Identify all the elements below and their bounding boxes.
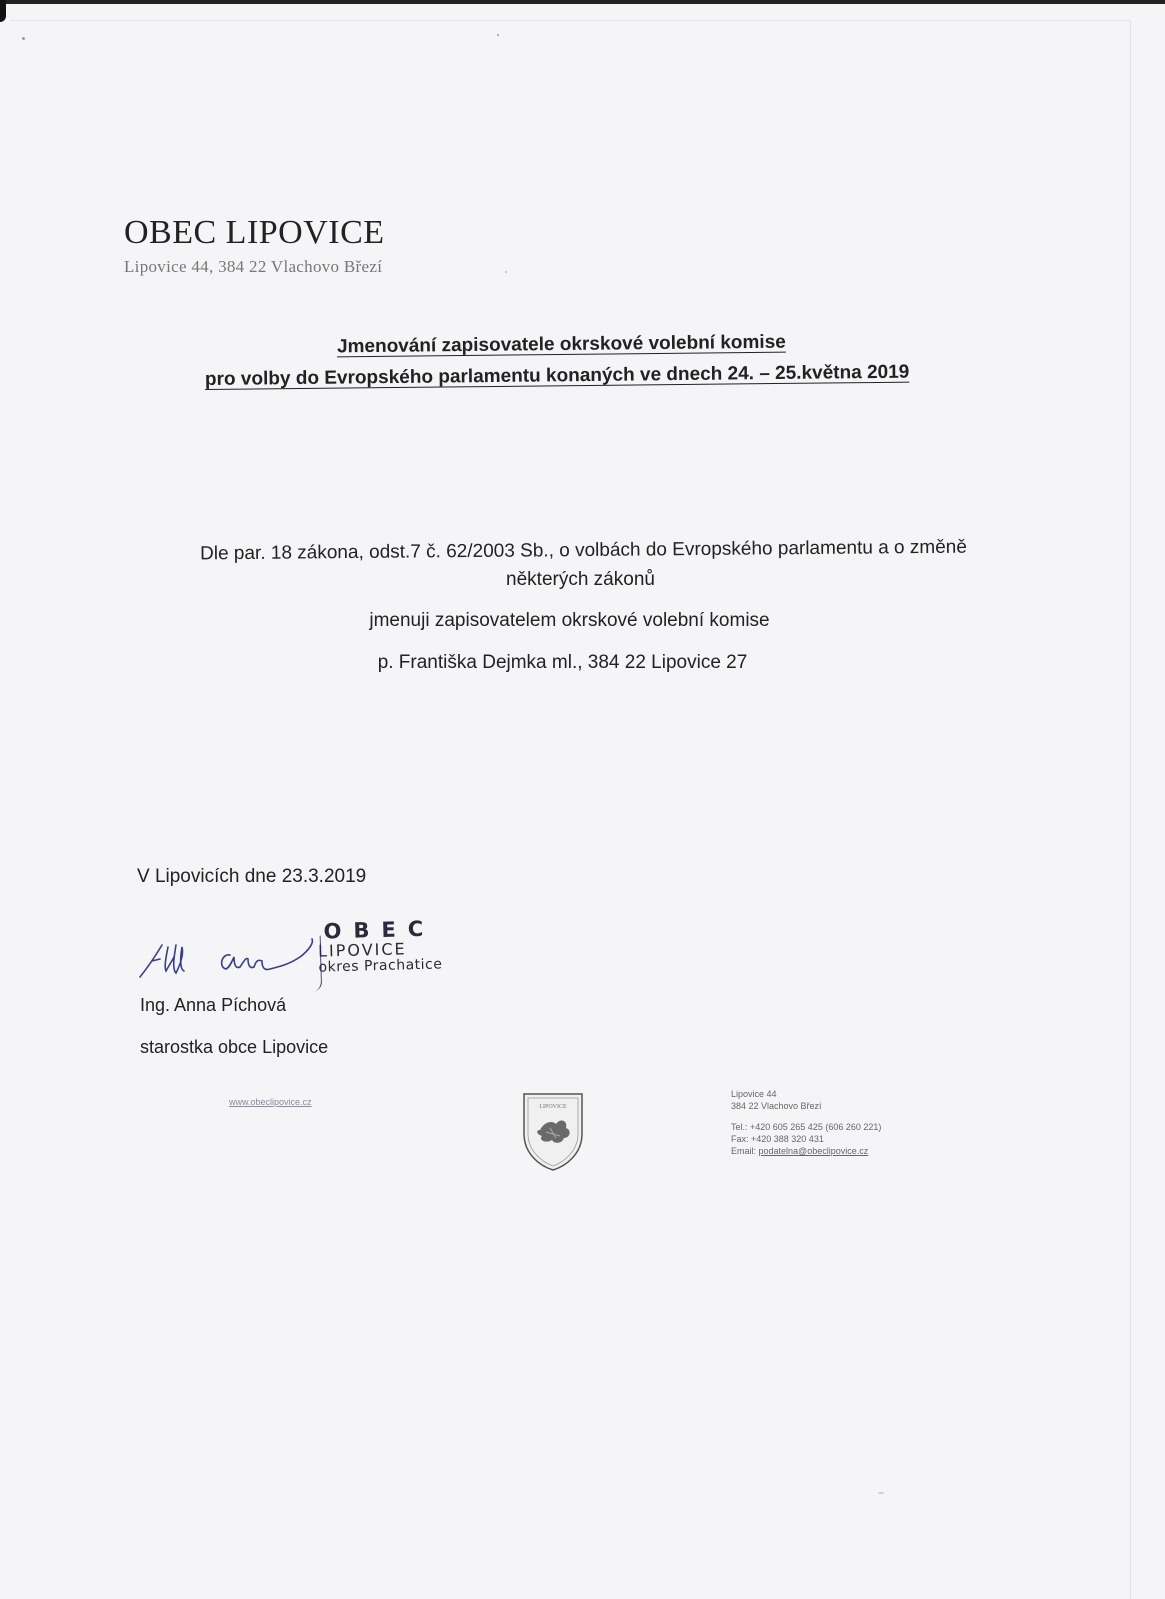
body-line-1: Dle par. 18 zákona, odst.7 č. 62/2003 Sb., o volbách do Evropského parlamentu a o změně [199,536,967,565]
paper-right-edge [1130,20,1131,1599]
coat-of-arms-icon [520,1090,586,1172]
body-line-4: p. Františka Dejmka ml., 384 22 Lipovice 27 [377,652,748,673]
footer-email-link[interactable]: podatelna@obeclipovice.cz [758,1146,869,1156]
scan-top-edge [0,0,1165,4]
scan-speck [22,37,25,40]
place-and-date: V Lipovicích dne 23.3.2019 [137,866,367,887]
footer-contact-email-row [731,1145,881,1157]
scan-speck [878,1492,884,1494]
scan-speck [497,34,499,36]
crest-label: LIPOVICE [539,1104,567,1110]
stamp-line-lipovice: LIPOVICE [317,939,407,961]
body-line-2: některých zákonů [506,569,655,590]
stamp-line-obec: OBEC [323,916,436,944]
letterhead-name: OBEC LIPOVICE [124,214,385,251]
letterhead-address: Lipovice 44, 384 22 Vlachovo Březí [124,257,383,276]
footer-website-link[interactable]: www.obeclipovice.cz [229,1097,312,1107]
body-line-3: jmenuji zapisovatelem okrskové volební komise [369,610,770,631]
footer-contact-fax: Fax: +420 388 320 431 [731,1134,824,1144]
footer-contact-line2: 384 22 Vlachovo Březí [731,1101,822,1111]
document-title-line1: Jmenování zapisovatele okrskové volební komise [336,331,786,358]
footer-contact-tel: Tel.: +420 605 265 425 (606 260 221) [731,1122,882,1132]
footer-contact-block [731,1088,881,1157]
signer-name: Ing. Anna Píchová [140,995,287,1015]
scan-corner [0,0,6,22]
document-title-line2: pro volby do Evropského parlamentu konaných ve dnech 24. – 25.května 2019 [204,361,910,390]
stamp-line-okres: okres Prachatice [318,956,443,976]
signer-role: starostka obce Lipovice [140,1037,329,1057]
handwritten-signature [138,937,318,987]
scan-speck [505,271,507,273]
official-stamp [317,916,442,975]
footer-email-label: Email: [731,1146,759,1156]
paper-top-edge [10,20,1130,21]
stamp-bracket [310,936,322,992]
footer-contact-line1: Lipovice 44 [731,1089,777,1099]
